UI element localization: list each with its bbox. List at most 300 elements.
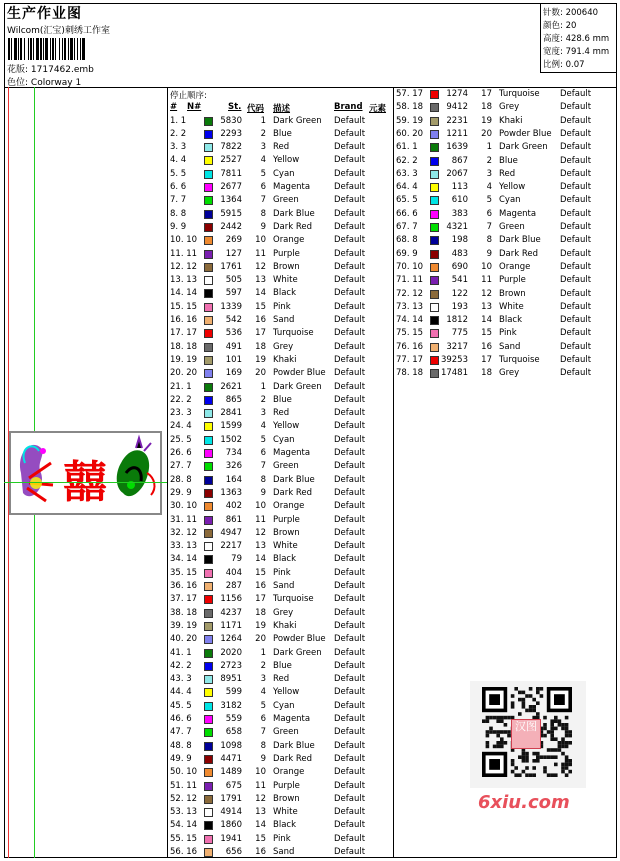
qr-module bbox=[525, 694, 529, 698]
table-row bbox=[396, 181, 616, 194]
color-code: 1 bbox=[260, 381, 266, 392]
stitch-count: 101 bbox=[225, 354, 242, 365]
brand: Default bbox=[334, 847, 366, 857]
brand: Default bbox=[334, 567, 366, 578]
qr-module bbox=[500, 730, 504, 734]
color-swatch bbox=[204, 196, 213, 205]
qr-module bbox=[565, 741, 569, 745]
color-swatch bbox=[204, 728, 213, 737]
color-description: Purple bbox=[273, 514, 300, 525]
qr-module bbox=[525, 773, 529, 777]
color-swatch bbox=[204, 782, 213, 791]
color-swatch bbox=[204, 835, 213, 844]
table-row bbox=[396, 208, 616, 221]
color-description: Grey bbox=[499, 102, 520, 113]
color-code: 10 bbox=[255, 235, 266, 246]
color-code: 8 bbox=[260, 474, 266, 485]
color-swatch bbox=[204, 516, 213, 525]
color-description: Purple bbox=[273, 780, 300, 791]
row-number: 17. 17 bbox=[170, 328, 198, 339]
table-row bbox=[170, 806, 390, 819]
table-row bbox=[170, 115, 390, 128]
stitch-count: 505 bbox=[225, 275, 242, 286]
qr-module bbox=[504, 730, 508, 734]
color-description: Green bbox=[273, 461, 299, 472]
stitch-count: 402 bbox=[225, 501, 242, 512]
color-code: 18 bbox=[255, 341, 266, 352]
stitch-count: 79 bbox=[231, 554, 242, 565]
stitch-count: 1171 bbox=[220, 620, 242, 631]
color-swatch bbox=[430, 263, 439, 272]
color-code: 8 bbox=[486, 235, 492, 246]
qr-module bbox=[496, 734, 500, 738]
stitch-count: 2723 bbox=[220, 660, 242, 671]
qr-module bbox=[532, 752, 536, 756]
color-code: 16 bbox=[255, 581, 266, 591]
color-swatch bbox=[430, 236, 439, 245]
brand: Default bbox=[334, 780, 366, 791]
qr-module bbox=[518, 755, 522, 759]
color-description: Dark Red bbox=[273, 487, 313, 498]
color-swatch bbox=[430, 356, 439, 365]
color-swatch bbox=[204, 462, 213, 471]
color-description: Dark Blue bbox=[499, 235, 541, 246]
row-number: 32. 12 bbox=[170, 527, 198, 538]
brand: Default bbox=[334, 474, 366, 485]
table-row bbox=[170, 527, 390, 540]
qr-module bbox=[511, 705, 515, 709]
table-row bbox=[396, 314, 616, 327]
color-swatch bbox=[204, 502, 213, 511]
column-divider-right bbox=[393, 87, 394, 858]
color-swatch bbox=[204, 768, 213, 777]
row-number: 11. 11 bbox=[170, 248, 198, 259]
qr-module bbox=[543, 770, 547, 774]
color-description: Orange bbox=[273, 767, 305, 778]
color-swatch bbox=[430, 103, 439, 112]
qr-module bbox=[568, 763, 572, 767]
qr-module bbox=[496, 716, 500, 720]
color-swatch bbox=[204, 183, 213, 192]
brand: Default bbox=[560, 315, 592, 326]
qr-module bbox=[532, 759, 536, 763]
qr-module bbox=[486, 719, 490, 723]
color-description: Cyan bbox=[273, 434, 295, 445]
color-code: 17 bbox=[255, 328, 266, 339]
color-swatch bbox=[204, 383, 213, 392]
qr-module bbox=[561, 763, 565, 767]
table-row bbox=[170, 593, 390, 606]
table-row bbox=[170, 407, 390, 420]
color-description: Brown bbox=[273, 261, 300, 272]
color-description: Yellow bbox=[273, 155, 300, 166]
qr-module bbox=[496, 730, 500, 734]
stitch-count: 610 bbox=[451, 195, 468, 206]
brand: Default bbox=[334, 128, 366, 139]
color-description: Orange bbox=[273, 501, 305, 512]
color-description: Brown bbox=[499, 288, 526, 299]
row-number: 74. 14 bbox=[396, 315, 424, 326]
qr-module bbox=[536, 759, 540, 763]
dragon-tail bbox=[147, 473, 154, 495]
stitch-count: 1812 bbox=[446, 315, 468, 326]
qr-module bbox=[543, 766, 547, 770]
row-number: 68. 8 bbox=[396, 235, 418, 246]
color-description: Cyan bbox=[273, 700, 295, 711]
qr-module bbox=[522, 698, 526, 702]
color-swatch bbox=[204, 117, 213, 126]
qr-module bbox=[486, 716, 490, 720]
qr-module bbox=[504, 723, 508, 727]
row-number: 25. 5 bbox=[170, 434, 192, 445]
brand: Default bbox=[560, 182, 592, 193]
qr-module bbox=[561, 727, 565, 731]
row-number: 43. 3 bbox=[170, 674, 192, 685]
row-number: 56. 16 bbox=[170, 847, 198, 857]
color-code: 20 bbox=[481, 128, 492, 139]
brand: Default bbox=[334, 620, 366, 631]
brand: Default bbox=[334, 793, 366, 804]
row-number: 40. 20 bbox=[170, 634, 198, 645]
qr-module bbox=[565, 727, 569, 731]
table-row bbox=[170, 780, 390, 793]
qr-module bbox=[522, 759, 526, 763]
color-swatch bbox=[430, 223, 439, 232]
color-swatch bbox=[204, 582, 213, 591]
color-description: Green bbox=[273, 727, 299, 738]
row-number: 15. 15 bbox=[170, 301, 198, 312]
table-row bbox=[396, 221, 616, 234]
color-code: 20 bbox=[255, 634, 266, 645]
qr-module bbox=[514, 687, 518, 691]
row-number: 67. 7 bbox=[396, 222, 418, 232]
stitch-count: 1941 bbox=[220, 833, 242, 844]
qr-module bbox=[522, 755, 526, 759]
color-code: 5 bbox=[260, 434, 266, 445]
qr-module bbox=[568, 734, 572, 738]
table-row bbox=[396, 234, 616, 247]
brand: Default bbox=[334, 115, 366, 126]
spec-height: 高度: 428.6 mm bbox=[543, 34, 610, 44]
phoenix-body bbox=[30, 477, 42, 489]
color-description: Red bbox=[273, 408, 290, 419]
qr-module bbox=[558, 719, 562, 723]
color-description: Black bbox=[273, 820, 296, 831]
color-description: Black bbox=[499, 315, 522, 326]
qr-module bbox=[558, 723, 562, 727]
row-number: 12. 12 bbox=[170, 261, 198, 272]
barcode bbox=[8, 38, 143, 60]
qr-module bbox=[525, 709, 529, 713]
column-divider-left bbox=[167, 87, 168, 858]
stitch-count: 404 bbox=[225, 567, 242, 578]
color-description: Dark Green bbox=[273, 647, 322, 658]
qr-module bbox=[496, 719, 500, 723]
color-description: Turquoise bbox=[499, 89, 540, 99]
table-row bbox=[170, 287, 390, 300]
color-code: 9 bbox=[260, 487, 266, 498]
colorway-value: Colorway 1 bbox=[30, 78, 82, 88]
color-code: 9 bbox=[260, 221, 266, 232]
table-row bbox=[170, 713, 390, 726]
color-swatch bbox=[204, 702, 213, 711]
stitch-count: 127 bbox=[225, 248, 242, 259]
color-description: Cyan bbox=[273, 168, 295, 179]
qr-module bbox=[536, 701, 540, 705]
color-code: 14 bbox=[255, 554, 266, 565]
row-number: 18. 18 bbox=[170, 341, 198, 352]
qr-module bbox=[543, 716, 547, 720]
qr-module bbox=[529, 694, 533, 698]
color-swatch bbox=[430, 276, 439, 285]
qr-module bbox=[493, 745, 497, 749]
stitch-count: 536 bbox=[225, 328, 242, 339]
stitch-count: 1156 bbox=[220, 594, 242, 605]
stitch-count: 2293 bbox=[220, 128, 242, 139]
stitch-count: 1761 bbox=[220, 261, 242, 272]
color-code: 5 bbox=[486, 195, 492, 206]
qr-module bbox=[511, 701, 515, 705]
stitch-count: 287 bbox=[225, 581, 242, 591]
table-row bbox=[396, 274, 616, 287]
spec-width: 宽度: 791.4 mm bbox=[543, 47, 610, 57]
color-code: 10 bbox=[481, 261, 492, 272]
table-row bbox=[170, 447, 390, 460]
color-description: Magenta bbox=[273, 714, 311, 724]
qr-module bbox=[568, 730, 572, 734]
color-swatch bbox=[204, 276, 213, 285]
brand: Default bbox=[334, 155, 366, 166]
color-swatch bbox=[204, 449, 213, 458]
brand: Default bbox=[560, 341, 592, 352]
table-row bbox=[170, 314, 390, 327]
color-swatch bbox=[204, 848, 213, 857]
color-swatch bbox=[204, 343, 213, 352]
color-code: 16 bbox=[481, 341, 492, 352]
stitch-count: 9412 bbox=[446, 102, 468, 113]
stitch-count: 2677 bbox=[220, 182, 242, 192]
color-swatch bbox=[430, 329, 439, 338]
color-code: 13 bbox=[481, 301, 492, 312]
color-code: 17 bbox=[255, 594, 266, 605]
row-number: 73. 13 bbox=[396, 301, 424, 312]
design-label: 花版: bbox=[7, 65, 29, 75]
color-swatch bbox=[204, 476, 213, 485]
qr-module bbox=[561, 745, 565, 749]
color-description: Dark Blue bbox=[273, 474, 315, 485]
table-row bbox=[170, 633, 390, 646]
row-number: 41. 1 bbox=[170, 647, 192, 658]
qr-module bbox=[532, 709, 536, 713]
qr-module bbox=[561, 723, 565, 727]
phoenix-head bbox=[40, 448, 46, 454]
qr-module bbox=[482, 719, 486, 723]
table-row bbox=[170, 833, 390, 846]
qr-module bbox=[540, 755, 544, 759]
color-code: 12 bbox=[481, 288, 492, 299]
qr-module bbox=[547, 755, 551, 759]
qr-module bbox=[565, 766, 569, 770]
brand: Default bbox=[560, 142, 592, 153]
table-row bbox=[170, 607, 390, 620]
color-description: Powder Blue bbox=[499, 128, 552, 139]
table-row bbox=[170, 341, 390, 354]
table-row bbox=[170, 248, 390, 261]
qr-finder bbox=[554, 694, 565, 705]
row-number: 49. 9 bbox=[170, 753, 192, 764]
table-row bbox=[170, 128, 390, 141]
table-row bbox=[170, 381, 390, 394]
qr-module bbox=[493, 730, 497, 734]
qr-module bbox=[550, 727, 554, 731]
color-description: Pink bbox=[499, 328, 517, 339]
brand: Default bbox=[334, 394, 366, 405]
stitch-count: 1274 bbox=[446, 89, 468, 99]
qr-module bbox=[550, 748, 554, 752]
color-code: 1 bbox=[260, 647, 266, 658]
row-number: 52. 12 bbox=[170, 793, 198, 804]
row-number: 6. 6 bbox=[170, 182, 187, 192]
table-row bbox=[170, 819, 390, 832]
color-code: 11 bbox=[255, 780, 266, 791]
qr-module bbox=[504, 716, 508, 720]
qr-module bbox=[511, 763, 515, 767]
table-row bbox=[170, 208, 390, 221]
color-swatch bbox=[204, 316, 213, 325]
brand: Default bbox=[334, 381, 366, 392]
row-number: 66. 6 bbox=[396, 208, 418, 219]
guide-line-green-horizontal bbox=[4, 482, 167, 483]
qr-module bbox=[522, 752, 526, 756]
qr-module bbox=[493, 716, 497, 720]
brand: Default bbox=[334, 368, 366, 379]
table-row bbox=[170, 181, 390, 194]
row-number: 27. 7 bbox=[170, 461, 192, 472]
stitch-count: 1639 bbox=[446, 142, 468, 153]
color-code: 17 bbox=[481, 355, 492, 365]
qr-module bbox=[568, 770, 572, 774]
stitch-count: 3217 bbox=[446, 341, 468, 352]
qr-module bbox=[558, 745, 562, 749]
table-row bbox=[170, 261, 390, 274]
table-row bbox=[170, 540, 390, 553]
color-swatch bbox=[204, 250, 213, 259]
design-preview bbox=[9, 431, 162, 515]
color-swatch bbox=[204, 130, 213, 139]
col-header-n: N# bbox=[187, 102, 202, 112]
stitch-count: 169 bbox=[225, 368, 242, 379]
color-description: Magenta bbox=[273, 182, 311, 192]
brand: Default bbox=[334, 301, 366, 312]
brand: Default bbox=[560, 208, 592, 219]
color-description: Black bbox=[273, 288, 296, 299]
stitch-count: 4914 bbox=[220, 807, 242, 818]
color-description: Purple bbox=[499, 275, 526, 286]
brand: Default bbox=[334, 501, 366, 512]
color-swatch bbox=[204, 329, 213, 338]
qr-module bbox=[561, 766, 565, 770]
stitch-count: 1860 bbox=[220, 820, 242, 831]
color-code: 12 bbox=[255, 527, 266, 538]
qr-module bbox=[529, 687, 533, 691]
brand: Default bbox=[334, 820, 366, 831]
colorway-label: 色位: bbox=[7, 78, 29, 88]
stitch-count: 861 bbox=[225, 514, 242, 525]
stitch-count: 559 bbox=[225, 714, 242, 724]
brand: Default bbox=[334, 740, 366, 751]
brand: Default bbox=[560, 115, 592, 126]
row-number: 44. 4 bbox=[170, 687, 192, 698]
qr-module bbox=[561, 737, 565, 741]
table-row bbox=[170, 553, 390, 566]
stitch-count: 2231 bbox=[446, 115, 468, 126]
brand: Default bbox=[334, 448, 366, 458]
table-row bbox=[170, 567, 390, 580]
stitch-count: 675 bbox=[225, 780, 242, 791]
table-row bbox=[396, 261, 616, 274]
row-number: 55. 15 bbox=[170, 833, 198, 844]
color-code: 15 bbox=[255, 567, 266, 578]
table-row bbox=[396, 101, 616, 114]
color-code: 2 bbox=[260, 128, 266, 139]
row-number: 37. 17 bbox=[170, 594, 198, 605]
brand: Default bbox=[334, 753, 366, 764]
table-row bbox=[396, 168, 616, 181]
color-swatch bbox=[430, 316, 439, 325]
row-number: 22. 2 bbox=[170, 394, 192, 405]
table-row bbox=[396, 128, 616, 141]
color-code: 16 bbox=[255, 315, 266, 325]
col-header-brand: Brand bbox=[334, 102, 363, 112]
stitch-count: 7822 bbox=[220, 142, 242, 153]
table-row bbox=[170, 647, 390, 660]
row-number: 28. 8 bbox=[170, 474, 192, 485]
table-row bbox=[170, 487, 390, 500]
qr-module bbox=[554, 773, 558, 777]
color-code: 18 bbox=[481, 102, 492, 113]
brand: Default bbox=[560, 168, 592, 179]
table-row bbox=[170, 434, 390, 447]
stitch-count: 198 bbox=[451, 235, 468, 246]
stop-order-label: 停止顺序: bbox=[170, 91, 207, 101]
color-code: 10 bbox=[255, 767, 266, 778]
qr-code bbox=[470, 681, 586, 788]
row-number: 31. 11 bbox=[170, 514, 198, 525]
color-code: 18 bbox=[481, 368, 492, 379]
qr-module bbox=[500, 741, 504, 745]
color-description: Turquoise bbox=[499, 355, 540, 365]
row-number: 36. 16 bbox=[170, 581, 198, 591]
color-swatch bbox=[204, 662, 213, 671]
color-description: Brown bbox=[273, 527, 300, 538]
color-description: Dark Green bbox=[273, 381, 322, 392]
row-number: 65. 5 bbox=[396, 195, 418, 206]
qr-module bbox=[554, 716, 558, 720]
qr-module bbox=[558, 741, 562, 745]
stitch-count: 867 bbox=[451, 155, 468, 166]
qr-module bbox=[554, 727, 558, 731]
brand: Default bbox=[560, 128, 592, 139]
stitch-count: 1791 bbox=[220, 793, 242, 804]
qr-module bbox=[518, 773, 522, 777]
company-name: Wilcom(汇宝)刺绣工作室 bbox=[7, 26, 110, 36]
color-swatch bbox=[204, 210, 213, 219]
stitch-count: 4237 bbox=[220, 607, 242, 618]
brand: Default bbox=[334, 461, 366, 472]
color-code: 4 bbox=[260, 421, 266, 432]
col-header-description: 描述 bbox=[273, 104, 291, 114]
row-number: 24. 4 bbox=[170, 421, 192, 432]
